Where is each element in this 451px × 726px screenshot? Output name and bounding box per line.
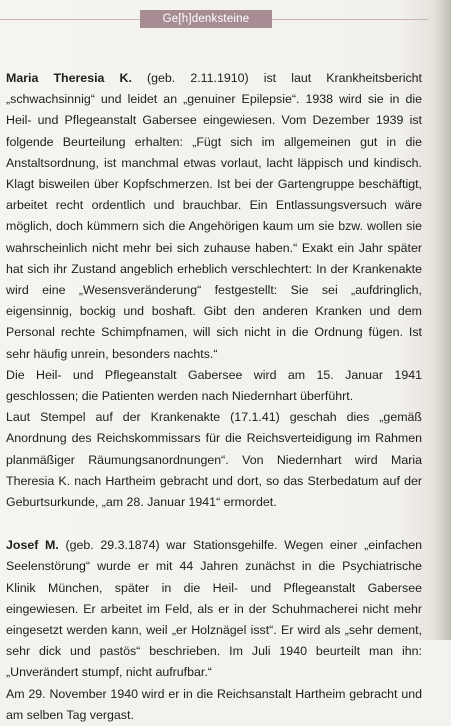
entry-paragraph xyxy=(6,68,422,365)
entry-paragraph xyxy=(6,535,422,683)
entry-extra-paragraph: Die Heil- und Pflegeanstalt Gabersee wird am 15. Januar 1941 geschlossen; die Patienten werden nach Niedernhart überführt. xyxy=(6,367,422,404)
page-gutter-shadow xyxy=(433,0,451,640)
entry-extra-paragraph: Laut Stempel auf der Krankenakte (17.1.41) geschah dies „gemäß Anordnung des Reichskommissars für die Reichsverteidigung im Rahmen planmäßiger Räumungsanordnungen“. Von Niedernhart wird Maria Theresia K. nach Hartheim gebracht und dort, so das Sterbedatum auf der Geburtsurkunde, „am 28. Januar 1941“ ermordet. xyxy=(6,410,422,510)
entry-text: (geb. 2.11.1910) ist laut Krankheitsbericht „schwachsinnig“ und leidet an „genuiner Epilepsie“. 1938 wird sie in die Heil- und Pflegeanstalt Gabersee eingewiesen. Vom Dezember 1939 ist folgende Beurteilung erhalten: „Fügt sich im allgemeinen gut in die Anstaltsordnung, ist manchmal etwas vorlaut, lacht läppisch und kindisch. Klagt bisweilen über Kopfschmerzen. Ist bei der Gartengruppe beschäftigt, arbeitet recht ordentlich und brauchbar. Ein Entlassungsversuch wäre möglich, doch kümmern sich die Angehörigen kaum um sie bzw. wollen sie wahrscheinlich nicht mehr bei sich zuhause haben.“ Exakt ein Jahr später hat sich ihr Zustand angeblich erheblich verschlechtert: In der Krankenakte wird eine „Wesensveränderung“ festgestellt: Sie sei „aufdringlich, eigensinnig, bockig und boshaft. Gibt den anderen Kranken und dem Personal rechte Schimpfnamen, will sich nicht in die Ordnung fügen. Ist sehr häufig unrein, besonders nachts.“ xyxy=(6,71,422,361)
entry-name: Maria Theresia K. xyxy=(6,71,132,85)
entry-text: (geb. 29.3.1874) war Stationsgehilfe. Wegen einer „einfachen Seelenstörung“ wurde er mit 44 Jahren zunächst in die Psychiatrische Klinik München, später in die Heil- und Pflegeanstalt Gabersee eingewiesen. Er arbeitet im Feld, als er in der Schuhmacherei nicht mehr eingesetzt werden kann, weil „er Holznägel isst“. Er wird als „sehr dement, sehr dick und pastös“ beschrieben. Im Juli 1940 beurteilt man ihn: „Unverändert stumpf, nicht aufrufbar.“ xyxy=(6,538,423,680)
section-title: Ge[h]denksteine xyxy=(162,13,250,25)
paragraph-gap xyxy=(6,513,422,535)
section-header xyxy=(140,10,272,28)
body-text xyxy=(6,68,422,726)
entry-name: Josef M. xyxy=(6,538,59,553)
entry-extra-paragraph: Am 29. November 1940 wird er in die Reichsanstalt Hartheim gebracht und am selben Tag vergast. xyxy=(6,686,422,722)
